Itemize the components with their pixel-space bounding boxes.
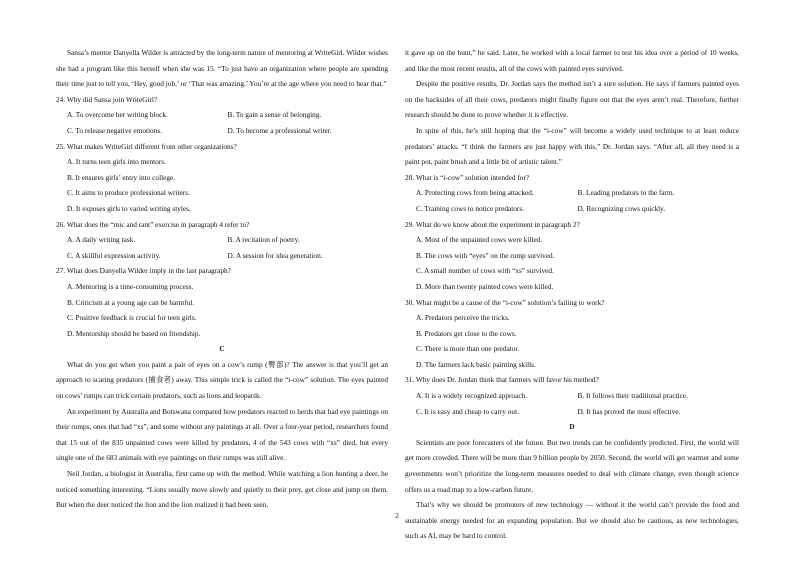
option: C. To release negative emotions. — [67, 125, 162, 135]
question-stem: 28. What is “i-cow” solution intended for? — [405, 172, 530, 182]
option: A. Mentoring is a time-consuming process. — [67, 281, 194, 291]
option: C. There is more than one predator. — [416, 344, 520, 354]
paragraph: That’s why we should be promoters of new technology — without it the world can’t provide the food and sustainable energy needed for an expanding population. But we should also be cautious, as new technologies, such as AI, may be hard to control. — [405, 500, 739, 541]
option: C. A small number of cows with “xs” survived. — [416, 266, 554, 276]
question-stem: 31. Why does Dr. Jordan think that farmers will favor his method? — [405, 375, 599, 385]
paragraph: Neil Jordan, a biologist in Australia, first came up with the method. While watching a lion hunting a deer, he noticed something interesting. “Lions usually move slowly and quietly to their prey, get close and jump on them. But when the deer noticed the lion and the lion realized it had been seen, — [56, 469, 388, 510]
option: C. Training cows to notice predators. — [416, 203, 525, 213]
question-stem: 29. What do we know about the experiment in paragraph 2? — [405, 219, 580, 229]
paragraph: Despite the positive results, Dr. Jordan says the method isn’t a sure solution. He says if farmers painted eyes on the backsides of all their cows, predators might finally figure out that the eyes aren’t real. Therefore, further research should be done to prove whether it is effective. — [405, 79, 739, 120]
option: D. It exposes girls to varied writing styles. — [67, 203, 191, 213]
option: D. Mentorship should be based on friendship. — [67, 328, 201, 338]
section-heading: D — [569, 422, 575, 432]
option: C. It aims to produce professional writers. — [67, 188, 190, 198]
section-heading: C — [219, 344, 225, 354]
option: B. A recitation of poetry. — [227, 235, 300, 245]
option: C. Positive feedback is crucial for teen girls. — [67, 313, 197, 323]
option: D. More than twenty painted cows were killed. — [416, 281, 554, 291]
option: A. It turns teen girls into mentors. — [67, 157, 166, 167]
question-stem: 24. Why did Sansa join WriteGirl? — [56, 94, 158, 104]
question-options — [56, 232, 388, 263]
paragraph: In spite of this, he’s still hoping that the “i-cow” will become a widely used technique to at least reduce predators’ attacks. “I think the farmers are just happy with this,” Dr. Jordan says. “After all, all they need is a paint pot, paint brush and a little bit of artistic talent.” — [405, 125, 739, 167]
question-options — [405, 185, 739, 216]
option: D. A session for idea generation. — [227, 250, 323, 260]
right-column — [405, 45, 739, 544]
option: D. It has proved the most effective. — [577, 406, 681, 416]
option: B. Leading predators to the farm. — [577, 188, 675, 198]
question-options — [56, 154, 388, 216]
paragraph: What do you get when you paint a pair of eyes on a cow’s rump (臀部)? The answer is that you’ll get an approach to scaring predators (捕食者) away. This simple trick is called the “i-cow” solution. The eyes painted on cows’ rumps can trick certain predators, such as lions and leopards. — [56, 359, 388, 401]
question-stem: 25. What makes WriteGirl different from other organizations? — [56, 141, 237, 151]
option: B. It ensures girls’ entry into college. — [67, 172, 176, 182]
page-number: 2 — [395, 512, 399, 520]
option: B. The cows with “eyes” on the rump survived. — [416, 250, 555, 260]
paragraph: Scientists are poor forecasters of the future. But two trends can be confidently predicted. First, the world will get more crowded. There will be more than 9 billion people by 2050. Second, the world will get warmer and some governments won’t prioritize the long-term measures needed to deal with climate change, even though science offers us a road map to a low-carbon future. — [405, 437, 739, 494]
option: B. Criticism at a young age can be harmful. — [67, 297, 195, 307]
left-column — [56, 45, 388, 513]
option: B. Predators get close to the cows. — [416, 328, 517, 338]
paragraph: An experiment by Australia and Botswana compared how predators reacted to herds that had eye paintings on their rumps, ones that had “xs”, and some without any paintings at all. Over a four-year period, researchers found that 15 out of the 835 unpainted cows were killed by predators, 4 of the 543 cows with “xs” died, but every single one of the 683 animals with eye paintings on their rumps was still alive. — [56, 406, 388, 463]
question-options — [56, 107, 388, 138]
question-options — [405, 232, 739, 294]
option: D. To become a professional writer. — [227, 125, 332, 135]
option: D. Recognizing cows quickly. — [577, 203, 666, 213]
question-stem: 27. What does Danyella Wilder imply in the last paragraph? — [56, 266, 231, 276]
option: A. Most of the unpainted cows were killed. — [416, 235, 543, 245]
option: B. It follows their traditional practice. — [577, 391, 688, 401]
option: A. Predators perceive the tricks. — [416, 313, 510, 323]
option: C. It is easy and cheap to carry out. — [416, 406, 519, 416]
question-stem: 30. What might be a cause of the “i-cow” solution’s failing to work? — [405, 297, 605, 307]
option: C. A skillful expression activity. — [67, 250, 161, 260]
question-options — [405, 388, 739, 419]
option: A. Protecting cows from being attacked. — [416, 188, 534, 198]
paragraph: Sansa’s mentor Danyella Wilder is attracted by the long-term nature of mentoring at WriteGirl. Wilder wishes she had a program like this herself when she was 15. “To just have an organization where people are spending their time just to tell you, ‘Hey, good job,’ or ‘That was amazing.’ You’re at the age where you need to hear that.” — [56, 48, 388, 89]
question-options — [56, 279, 388, 341]
question-stem: 26. What does the “mic and rant” exercise in paragraph 4 refer to? — [56, 219, 250, 229]
option: B. To gain a sense of belonging. — [227, 110, 322, 120]
question-options — [405, 310, 739, 372]
option: A. It is a widely recognized approach. — [416, 391, 528, 401]
paragraph: it gave up on the hunt,” he said. Later, he worked with a local farmer to test his idea over a period of 10 weeks, and like the most recent results, all of the cows with painted eyes survived. — [405, 48, 739, 73]
option: A. To overcome her writing block. — [67, 110, 168, 120]
option: D. The farmers lack basic painting skills. — [416, 359, 536, 369]
option: A. A daily writing task. — [67, 235, 136, 245]
